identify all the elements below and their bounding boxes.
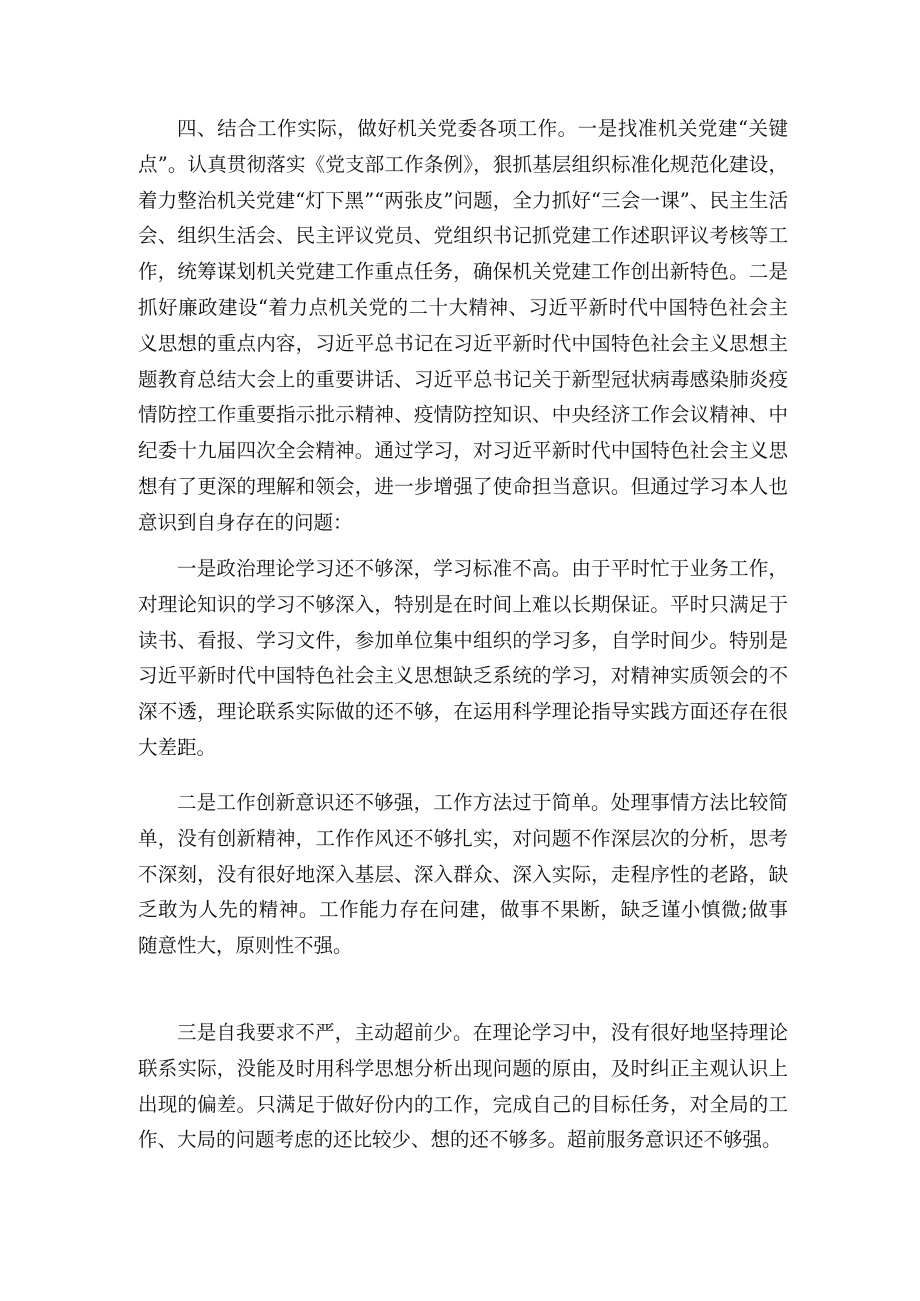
paragraph-innovation: 二是工作创新意识还不够强，工作方法过于简单。处理事情方法比较简单，没有创新精神，工作作风还不够扎实，对问题不作深层次的分析，思考不深刻，没有很好地深入基层、深入群众、深入实际，走程序性的老路，缺乏敢为人先的精神。工作能力存在问建，做事不果断，缺乏谨小慎微;做事随意性大，原则性不强。 (138, 791, 788, 958)
paragraph-self-requirement: 三是自我要求不严，主动超前少。在理论学习中，没有很好地坚持理论联系实际，没能及时用科学思想分析出现问题的原由，及时纠正主观认识上出现的偏差。只满足于做好份内的工作，完成自己的目标任务，对全局的工作、大局的问题考虑的还比较少、想的还不够多。超前服务意识还不够强。 (138, 1021, 788, 1152)
paragraph-work-measures: 四、结合工作实际，做好机关党委各项工作。一是找准机关党建“关键点”。认真贯彻落实《党支部工作条例》，狠抓基层组织标准化规范化建设，着力整治机关党建“灯下黑”“两张皮”问题，全力抓好“三会一课”、民主生活会、组织生活会、民主评议党员、党组织书记抓党建工作述职评议考核等工作，统筹谋划机关党建工作重点任务，确保机关党建工作创出新特色。二是抓好廉政建设“着力点机关党的二十大精神、习近平新时代中国特色社会主义思想的重点内容，习近平总书记在习近平新时代中国特色社会主义思想主题教育总结大会上的重要讲话、习近平总书记关于新型冠状病毒感染肺炎疫情防控工作重要指示批示精神、疫情防控知识、中央经济工作会议精神、中纪委十九届四次全会精神。通过学习，对习近平新时代中国特色社会主义思想有了更深的理解和领会，进一步增强了使命担当意识。但通过学习本人也意识到自身存在的问题： (138, 117, 788, 534)
paragraph-theory-study: 一是政治理论学习还不够深，学习标准不高。由于平时忙于业务工作，对理论知识的学习不够深入，特别是在时间上难以长期保证。平时只满足于读书、看报、学习文件，参加单位集中组织的学习多，自学时间少。特别是习近平新时代中国特色社会主义思想缺乏系统的学习，对精神实质领会的不深不透，理论联系实际做的还不够，在运用科学理论指导实践方面还存在很大差距。 (138, 557, 788, 759)
